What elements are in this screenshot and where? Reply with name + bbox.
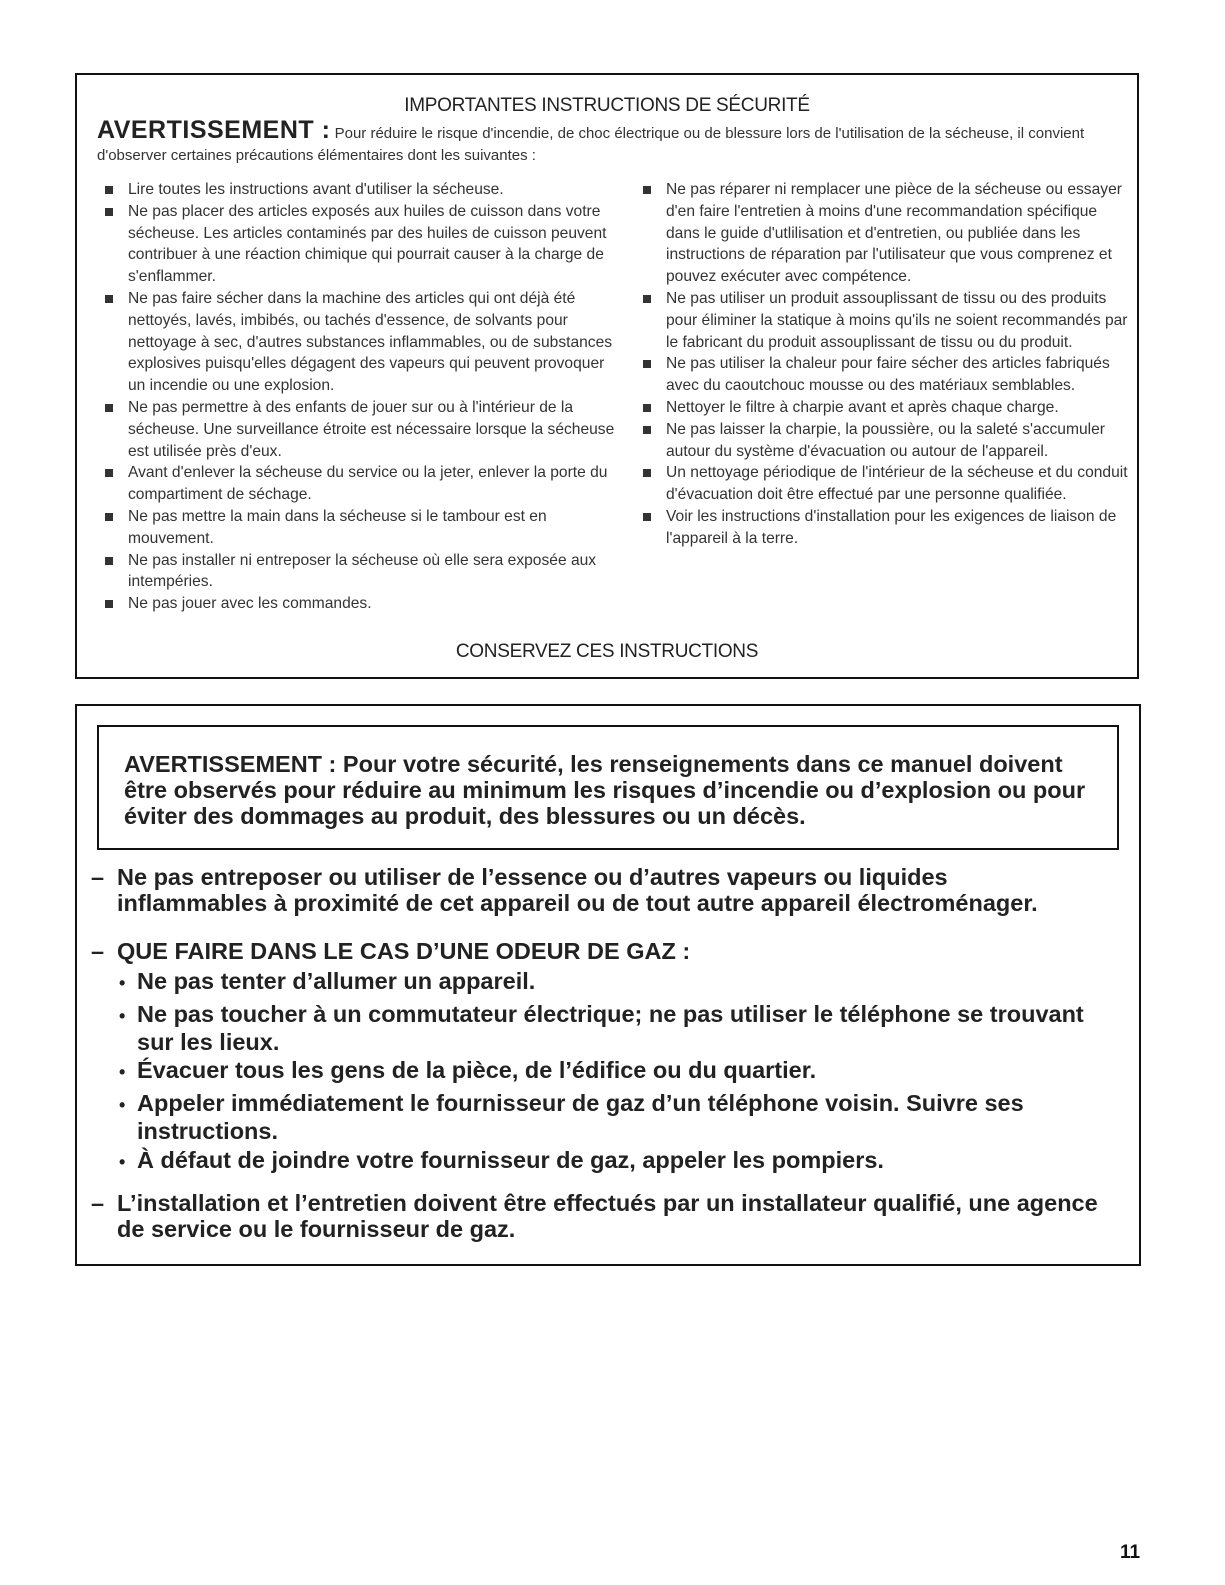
- safety-list-left: [97, 179, 625, 615]
- list-item: Ne pas jouer avec les commandes.: [97, 593, 625, 615]
- list-item: Nettoyer le filtre à charpie avant et après chaque charge.: [635, 397, 1135, 419]
- safety-list-right: [635, 179, 1135, 550]
- dash-mark: –: [91, 938, 105, 964]
- list-item: Ne pas réparer ni remplacer une pièce de la sécheuse ou essayer d'en faire l'entretien à moins d'une recommandation spécifique dans le guide d'utlilisation et d'entretien, ou publiée dans les instructions de réparation par l'utilisateur que vous comprenez et pouvez exécuter avec compétence.: [635, 179, 1135, 288]
- gas-warning-text: AVERTISSEMENT : Pour votre sécurité, les renseignements dans ce manuel doivent être observés pour réduire au minimum les risques d’incendie ou d’explosion ou pour éviter des dommages au produit, des blessures ou un décès.: [124, 751, 1086, 829]
- dash-mark: –: [91, 864, 105, 890]
- safety-instructions-box: [75, 73, 1139, 679]
- square-bullet-icon: [105, 557, 113, 565]
- list-item: Lire toutes les instructions avant d'utiliser la sécheuse.: [97, 179, 625, 201]
- page-number: 11: [1120, 1542, 1141, 1563]
- bullet-icon: •: [119, 1062, 126, 1082]
- gas-item-odor-heading: – QUE FAIRE DANS LE CAS D’UNE ODEUR DE GAZ :: [91, 938, 691, 964]
- warning-text: Pour réduire le risque d'incendie, de choc électrique ou de blessure lors de l'utilisation de la sécheuse, il convient d'observer certaines précautions élémentaires dont les suivantes :: [97, 125, 1085, 164]
- list-item: Ne pas laisser la charpie, la poussière, ou la saleté s'accumuler autour du système d'évacuation ou autour de l'appareil.: [635, 419, 1135, 463]
- square-bullet-icon: [643, 360, 651, 368]
- gas-sub-item: • Ne pas toucher à un commutateur électrique; ne pas utiliser le téléphone se trouvant sur les lieux.: [119, 1001, 1084, 1055]
- bullet-icon: •: [119, 973, 126, 993]
- list-item: Ne pas utiliser un produit assouplissant de tissu ou des produits pour éliminer la statique à moins qu'ils ne soient recommandés par le fabricant du produit assouplissant de tissu ou du produit.: [635, 288, 1135, 353]
- square-bullet-icon: [643, 295, 651, 303]
- list-item: Un nettoyage périodique de l'intérieur de la sécheuse et du conduit d'évacuation doit être effectué par une personne qualifiée.: [635, 462, 1135, 506]
- dash-mark: –: [91, 1190, 105, 1216]
- gas-warning-box: [75, 704, 1141, 1266]
- gas-warning-inner-box: [97, 725, 1119, 850]
- square-bullet-icon: [643, 186, 651, 194]
- square-bullet-icon: [105, 186, 113, 194]
- list-item: Ne pas mettre la main dans la sécheuse si le tambour est en mouvement.: [97, 506, 625, 550]
- square-bullet-icon: [643, 404, 651, 412]
- list-item: Ne pas utiliser la chaleur pour faire sécher des articles fabriqués avec du caoutchouc mousse ou des matériaux semblables.: [635, 353, 1135, 397]
- bullet-icon: •: [119, 1095, 126, 1115]
- square-bullet-icon: [105, 208, 113, 216]
- gas-sub-item: • Ne pas tenter d’allumer un appareil.: [119, 968, 536, 994]
- square-bullet-icon: [643, 426, 651, 434]
- bullet-icon: •: [119, 1006, 126, 1026]
- square-bullet-icon: [105, 295, 113, 303]
- square-bullet-icon: [643, 469, 651, 477]
- list-item: Ne pas permettre à des enfants de jouer sur ou à l'intérieur de la sécheuse. Une surveillance étroite est nécessaire lorsque la sécheuse est utilisée près d'eux.: [97, 397, 625, 462]
- square-bullet-icon: [105, 404, 113, 412]
- safety-footer: CONSERVEZ CES INSTRUCTIONS: [455, 641, 759, 662]
- gas-sub-item: • À défaut de joindre votre fournisseur de gaz, appeler les pompiers.: [119, 1147, 884, 1173]
- gas-item-storage: – Ne pas entreposer ou utiliser de l’essence ou d’autres vapeurs ou liquides inflammables à proximité de cet appareil ou de tout autre appareil électroménager.: [91, 864, 1038, 916]
- safety-intro: [97, 116, 1117, 167]
- square-bullet-icon: [105, 600, 113, 608]
- warning-word: AVERTISSEMENT :: [97, 116, 331, 144]
- list-item: Ne pas placer des articles exposés aux huiles de cuisson dans votre sécheuse. Les articles contaminés par des huiles de cuisson peuvent contribuer à une réaction chimique qui pourrait causer à la charge de s'enflammer.: [97, 201, 625, 288]
- list-item: Ne pas faire sécher dans la machine des articles qui ont déjà été nettoyés, lavés, imbibés, ou tachés d'essence, de solvants pour nettoyage à sec, d'autres substances inflammables, ou de substances explosives puisqu'elles dégagent des vapeurs qui peuvent provoquer un incendie ou une explosion.: [97, 288, 625, 397]
- list-item: Voir les instructions d'installation pour les exigences de liaison de l'appareil à la terre.: [635, 506, 1135, 550]
- bullet-icon: •: [119, 1152, 126, 1172]
- square-bullet-icon: [105, 469, 113, 477]
- square-bullet-icon: [643, 513, 651, 521]
- gas-item-installation: – L’installation et l’entretien doivent être effectués par un installateur qualifié, une agence de service ou le fournisseur de gaz.: [91, 1190, 1098, 1242]
- list-item: Ne pas installer ni entreposer la sécheuse où elle sera exposée aux intempéries.: [97, 550, 625, 594]
- square-bullet-icon: [105, 513, 113, 521]
- gas-sub-item: • Appeler immédiatement le fournisseur de gaz d’un téléphone voisin. Suivre ses instructions.: [119, 1090, 1024, 1144]
- safety-title: IMPORTANTES INSTRUCTIONS DE SÉCURITÉ: [404, 95, 810, 116]
- gas-sub-item: • Évacuer tous les gens de la pièce, de l’édifice ou du quartier.: [119, 1057, 817, 1083]
- list-item: Avant d'enlever la sécheuse du service ou la jeter, enlever la porte du compartiment de séchage.: [97, 462, 625, 506]
